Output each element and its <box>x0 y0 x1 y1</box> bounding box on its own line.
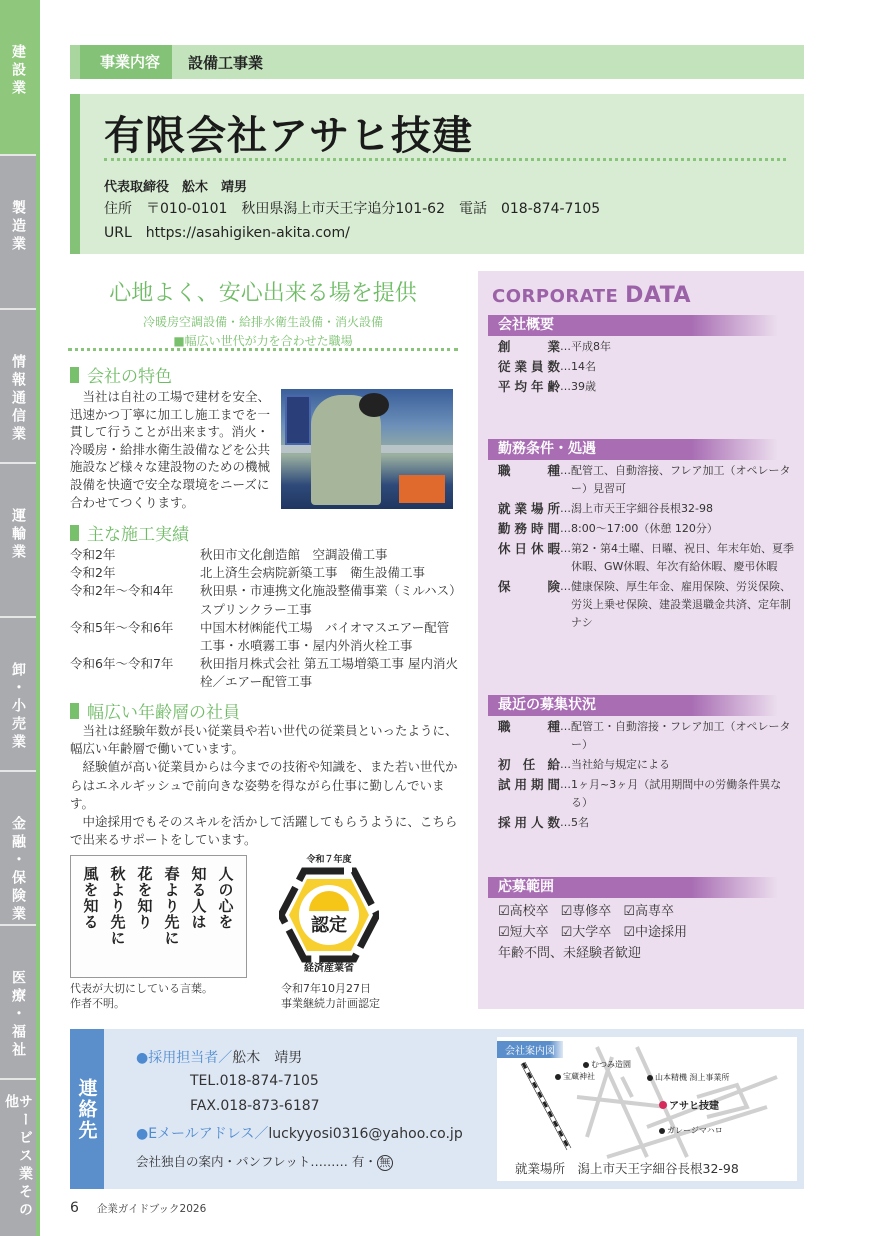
age-text: 当社は経験年数が長い従業員や若い世代の従業員といったように、幅広い年齢層で働いています。 経験値が高い従業員からは今までの技術や知識を、また若い世代からはエネルギッシュで前向きな姿勢を得ながら仕事に勤しんでいます。 中途採用でもそのスキルを活かして活躍してもらうように、こちらで出来るサポートをしています。 <box>70 723 458 848</box>
tab-transport[interactable]: 運輸業 <box>0 464 36 618</box>
works-row: 令和2年 秋田市文化創造館 空調設備工事 <box>70 547 388 562</box>
poi-shrine: 宝蔵神社 <box>555 1071 595 1082</box>
scope-note: 年齢不問、未経験者歓迎 <box>498 946 642 961</box>
check-technical-college: ☑高専卒 <box>623 904 674 919</box>
conditions-rows <box>498 462 794 632</box>
section-heading-age: 幅広い年齢層の社員 <box>70 698 240 723</box>
representative: 代表取締役 舩木 靖男 <box>104 180 248 195</box>
contact-fax: FAX.018-873-6187 <box>190 1098 320 1114</box>
contact-tel[interactable]: TEL.018-874-7105 <box>190 1073 319 1089</box>
check-mid-career: ☑中途採用 <box>623 925 687 940</box>
data-row: 試用期間 … 1ヶ月~3ヶ月（試用期間中の労働条件異なる） <box>498 777 782 809</box>
works-list <box>70 546 460 692</box>
pamphlet-info: 会社独自の案内・パンフレット……… 有・ 無 <box>136 1152 393 1171</box>
contact-email: ●Eメールアドレス／luckyyosi0316@yahoo.co.jp <box>136 1126 463 1142</box>
catch-sub2: ■幅広い世代が力を合わせた職場 <box>173 334 353 348</box>
data-row: 職種 … 配管工・自動溶接・フレア加工（オペレーター） <box>498 719 791 751</box>
works-row: 令和2年～令和4年 秋田県・市連携文化施設整備事業（ミルハス）スプリンクラー工事 <box>70 583 456 617</box>
check-junior-college: ☑短大卒 <box>498 925 549 940</box>
data-row: 初任給 … 当社給与規定による <box>498 757 670 772</box>
section-heading-features: 会社の特色 <box>70 362 172 387</box>
poi-yamamoto: 山本精機 潟上事業所 <box>647 1072 730 1083</box>
heading-marker-icon <box>70 703 79 719</box>
page-footer <box>70 1200 206 1216</box>
page-number: 6 <box>70 1200 79 1216</box>
check-university: ☑大学卒 <box>560 925 612 940</box>
overview-rows <box>498 338 794 396</box>
works-row: 令和5年～令和6年 中国木材㈱能代工場 バイオマスエアー配管工事・水噴霧工事・屋内外消火栓工事 <box>70 619 450 654</box>
check-high-school: ☑高校卒 <box>498 904 549 919</box>
overview-heading: 会社概要 <box>488 315 778 336</box>
calligraphy-caption: 代表が大切にしている言葉。 作者不明。 <box>70 982 213 1010</box>
map-tag: 会社案内図 <box>497 1041 563 1058</box>
data-row: 平均年齢 … 39歳 <box>498 379 596 394</box>
map-address: 就業場所 潟上市天王字細谷長根32-98 <box>515 1161 739 1176</box>
scope-checklist <box>498 901 699 964</box>
poi-garage: ガレージマハロ <box>659 1125 723 1136</box>
website-url[interactable]: URL https://asahigiken-akita.com/ <box>104 225 350 241</box>
conditions-heading: 勤務条件・処遇 <box>488 439 778 460</box>
heading-marker-icon <box>70 525 79 541</box>
dotted-divider <box>68 348 458 351</box>
data-row: 従業員数 … 14名 <box>498 359 596 374</box>
catchphrase <box>66 276 460 349</box>
pamphlet-selected: 無 <box>377 1155 393 1171</box>
email-link[interactable]: luckyyosi0316@yahoo.co.jp <box>268 1126 463 1142</box>
tab-services[interactable]: サービス業その他 <box>0 1080 36 1236</box>
calligraphy-image: 人の心を 知る人は 春より先に 花を知り 秋より先に 風を知る <box>70 855 247 978</box>
data-row: 採用人数 … 5名 <box>498 815 589 830</box>
company-header <box>70 94 804 254</box>
data-row: 創業 … 平成8年 <box>498 339 611 354</box>
corporate-data-title: CORPORATE DATA <box>492 283 692 308</box>
section-heading-works: 主な施工実績 <box>70 520 189 545</box>
dotted-divider <box>104 158 786 161</box>
heading-marker-icon <box>70 367 79 383</box>
recruit-rows <box>498 718 794 832</box>
tab-information[interactable]: 情報通信業 <box>0 310 36 464</box>
catch-main: 心地よく、安心出来る場を提供 <box>109 281 417 306</box>
location-pin-icon <box>659 1101 667 1109</box>
data-row: 保険 … 健康保険、厚生年金、雇用保険、労災保険、労災上乗せ保険、建設業退職金共済、定年制ナシ <box>498 579 791 629</box>
book-title: 企業ガイドブック2026 <box>96 1203 207 1215</box>
business-band <box>70 45 804 79</box>
accent-bar <box>36 0 40 1236</box>
location-map <box>497 1037 797 1181</box>
address: 住所 〒010-0101 秋田県潟上市天王字追分101-62 電話 018-874-7105 <box>104 201 601 217</box>
data-row: 勤務時間 … 8:00～17:00（休憩 120分） <box>498 521 718 536</box>
tab-manufacturing[interactable]: 製造業 <box>0 156 36 310</box>
catch-sub1: 冷暖房空調設備・給排水衛生設備・消火設備 <box>142 315 383 329</box>
business-tag: 事業内容 <box>70 45 172 79</box>
works-row: 令和2年 北上済生会病院新築工事 衛生設備工事 <box>70 565 426 581</box>
recruit-heading: 最近の募集状況 <box>488 695 778 716</box>
certification-caption: 令和7年10月27日 事業継続力計画認定 <box>281 982 380 1010</box>
tab-retail[interactable]: 卸・小売業 <box>0 618 36 772</box>
company-name: 有限会社アサヒ技建 <box>104 113 473 159</box>
corporate-data-panel <box>478 271 804 1009</box>
works-row: 令和6年～令和7年 秋田指月株式会社 第五工場増築工事 屋内消火栓／エアー配管工事 <box>70 656 458 690</box>
tab-finance[interactable]: 金融・保険業 <box>0 772 36 926</box>
poi-asahi-giken: アサヒ技建 <box>659 1097 719 1112</box>
data-row: 就業場所 … 潟上市天王字細谷長根32-98 <box>498 501 713 516</box>
poi-mutsumi: むつみ造園 <box>583 1059 631 1070</box>
workshop-photo <box>281 389 453 509</box>
tab-medical[interactable]: 医療・福祉 <box>0 926 36 1080</box>
contact-label: 連絡先 <box>70 1029 104 1189</box>
contact-person: ●採用担当者／舩木 靖男 <box>136 1050 303 1066</box>
data-row: 職種 … 配管工、自動溶接、フレア加工（オペレーター）見習可 <box>498 463 791 495</box>
tab-construction[interactable]: 建設業 <box>0 0 36 156</box>
check-vocational: ☑専修卒 <box>560 904 612 919</box>
certification-badge: 令和７年度 認定 経済産業省 <box>276 852 382 980</box>
industry-index-tabs <box>0 0 36 1236</box>
features-text: 当社は自社の工場で建材を安全、迅速かつ丁寧に加工し施工までを一貫して行うことが出来ます。消火・冷暖房・給排水衛生設備などを公共施設など様々な建設物のための機械設備を快適で安全な環境をニーズに合わせてつくります。 <box>70 389 271 510</box>
hexagon-mark-icon: 認定 <box>279 867 379 963</box>
data-row: 休日休暇 … 第2・第4土曜、日曜、祝日、年末年始、夏季休暇、GW休暇、年次有給休暇、慶弔休暇 <box>498 541 794 573</box>
business-value: 設備工事業 <box>188 53 264 72</box>
scope-heading: 応募範囲 <box>488 877 778 898</box>
